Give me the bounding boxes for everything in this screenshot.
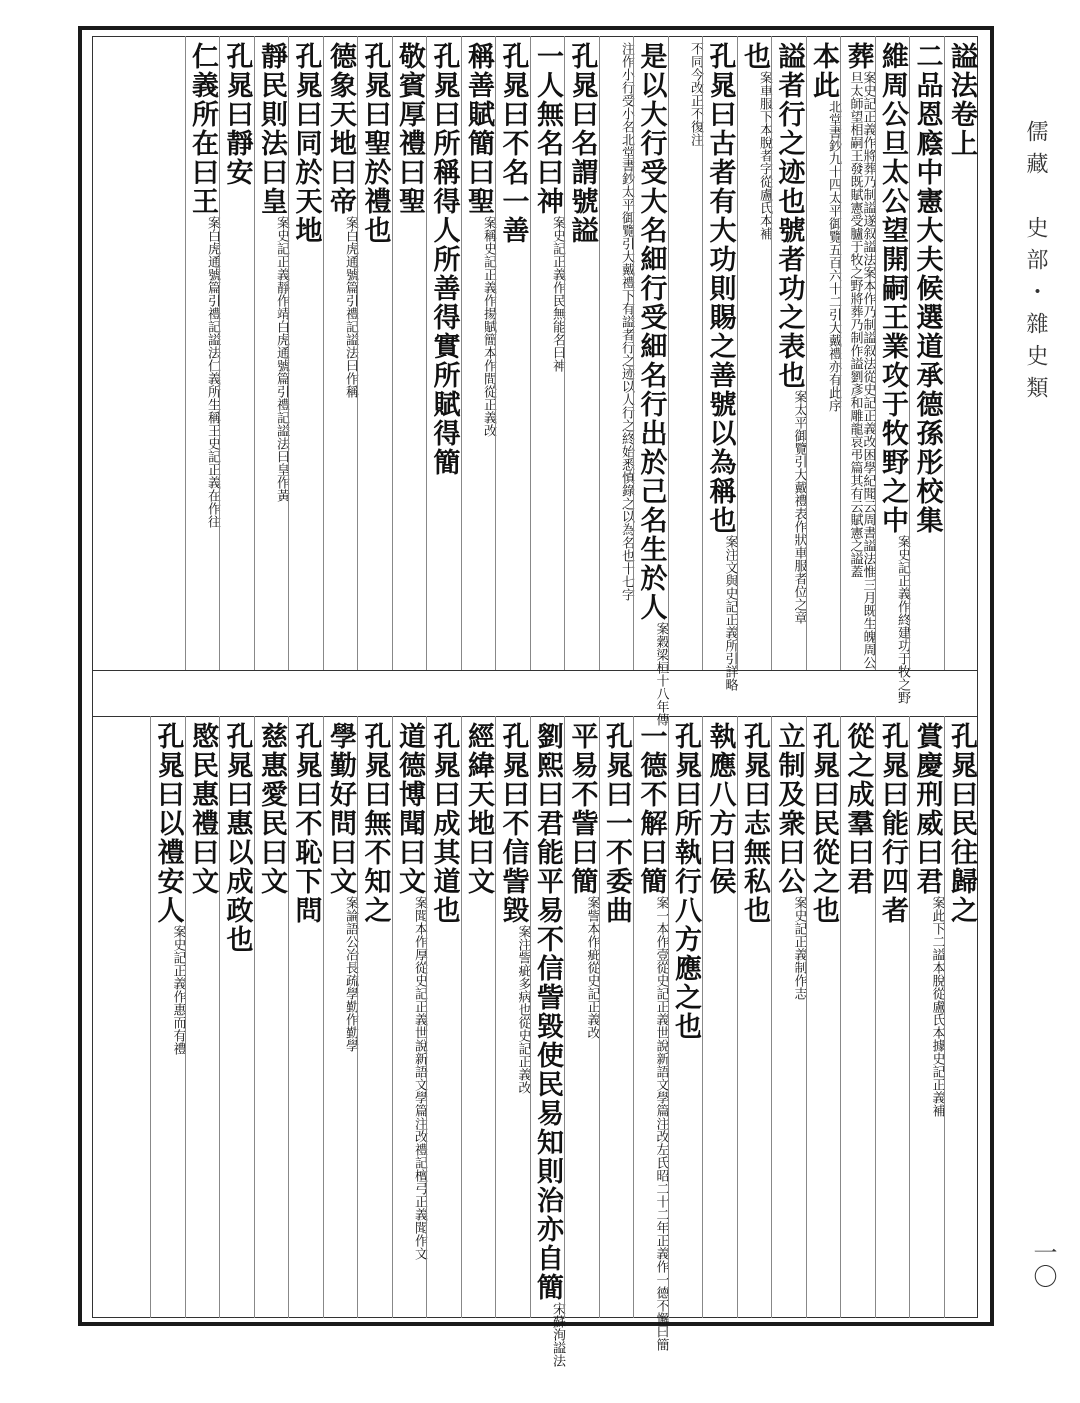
column-text: 本此	[808, 42, 839, 100]
column-text: 道德博聞曰文	[394, 722, 425, 896]
column-text: 孔晁曰成其道也	[428, 722, 460, 925]
lower-text-block	[92, 716, 978, 1367]
text-column	[840, 36, 875, 670]
text-column	[909, 36, 944, 670]
upper-text-block	[92, 36, 978, 726]
column-text: 稱善賦簡曰聖	[463, 42, 494, 216]
column-text: 謚法卷上	[946, 42, 977, 158]
column-annotation: 案注文與史記正義所引詳略	[722, 535, 738, 691]
running-title: 儒藏 史部・雜史類	[1023, 120, 1048, 408]
column-text: 孔晁曰所稱得人所善得實所賦得簡	[428, 42, 460, 477]
text-column	[806, 36, 841, 670]
text-column	[254, 716, 289, 1318]
column-text: 德象天地曰帝	[325, 42, 356, 216]
text-column	[599, 36, 634, 670]
column-text: 謚者行之迹也號者功之表也	[773, 42, 805, 390]
column-annotation: 北堂書鈔九十四太平御覽五百六十二引大戴禮亦有此序	[826, 100, 841, 412]
column-text: 孔晁曰惠以成政也	[221, 722, 253, 954]
column-text: 慈惠愛民曰文	[256, 722, 287, 896]
column-text: 愍民惠禮曰文	[187, 722, 218, 896]
text-column	[633, 716, 669, 1351]
column-text: 維周公旦太公望開嗣王業攻于牧野之中	[877, 42, 908, 535]
column-annotation: 案論語公冶長疏學勤作勤學	[343, 896, 358, 1052]
text-column	[288, 716, 323, 1318]
column-annotation: 注作小行受小名北堂書鈔太平御覽引大戴禮下有謚者行之迹以人行之終始悉慎錄之以為名也十七字	[619, 42, 634, 601]
column-text: 二品恩廕中憲大夫候選道承德孫彤校集	[911, 42, 943, 535]
column-text: 孔晁曰靜安	[221, 42, 253, 187]
column-text: 一人無名曰神	[532, 42, 563, 216]
text-column	[392, 716, 427, 1318]
text-column	[254, 36, 289, 670]
column-text: 學勤好問曰文	[325, 722, 356, 896]
text-column	[495, 716, 530, 1318]
text-column	[944, 36, 979, 670]
column-annotation: 案太平御覽引大戴禮表作狀車服者位之章	[791, 390, 807, 624]
column-text: 孔晁曰能行四者	[877, 722, 908, 925]
column-text: 孔晁曰一不委曲	[601, 722, 632, 925]
column-annotation: 案訾本作疵從史記正義改	[584, 896, 600, 1039]
column-text: 靜民則法曰皇	[256, 42, 287, 216]
column-annotation: 案白虎通號篇引禮記謚法曰作稱	[343, 216, 358, 398]
column-text: 劉熙曰君能平易不信訾毀使民易知則治亦自簡	[532, 722, 563, 1302]
column-text: 孔晁曰以禮安人	[152, 722, 184, 925]
column-text: 葬	[842, 42, 874, 71]
text-column	[737, 716, 772, 1318]
column-annotation: 案史記正義靜作靖白虎通號篇引禮記謚法曰皇作黃	[274, 216, 289, 502]
text-column	[909, 716, 944, 1318]
text-column	[944, 716, 979, 1318]
text-column	[771, 716, 806, 1318]
column-text: 仁義所在曰王	[187, 42, 218, 216]
column-annotation: 案稱史記正義作揚賦簡本作間從正義改	[481, 216, 496, 437]
text-column	[392, 36, 427, 670]
column-text: 孔晁曰不信訾毀	[497, 722, 529, 925]
column-annotation: 案史記正義制作志	[791, 896, 807, 1000]
text-column	[668, 36, 703, 670]
text-column	[875, 716, 910, 1318]
column-annotation: 案一本作壹從史記正義世說新語文學篇注改左氏昭二十二年正義作一德不懈曰簡	[653, 896, 669, 1351]
column-text: 一德不解曰簡	[635, 722, 667, 896]
text-column	[323, 716, 358, 1318]
column-annotation: 案白虎通號篇引禮記謚法仁義所生稱王史記正義在作往	[205, 216, 220, 528]
column-annotation: 案史記正義作惠而有禮	[170, 925, 186, 1055]
text-column	[599, 716, 634, 1318]
text-column	[461, 36, 496, 670]
text-column	[426, 36, 461, 670]
column-annotation: 案史記正義作將葬乃制謚遂叙謚法案本作乃制謚叙法從史記正義改困學紀聞云周書謚法惟三月既生魄周公旦太師望相嗣王發既賦憲受臚于牧之野將葬乃制作謚劉彥和雕龍哀弔篇其有云賦憲之謚蓋	[847, 71, 876, 669]
text-column	[564, 36, 599, 670]
text-column	[185, 716, 220, 1318]
text-column	[702, 36, 738, 691]
column-text: 從之成羣曰君	[842, 722, 874, 896]
column-text: 執應八方曰侯	[704, 722, 736, 896]
text-column	[702, 716, 737, 1318]
column-annotation: 案車服下本脫者字從盧氏本補	[757, 71, 772, 240]
text-column	[219, 36, 254, 670]
column-text: 也	[739, 42, 770, 71]
column-text: 立制及衆曰公	[773, 722, 805, 896]
column-text: 孔晁曰民往歸之	[946, 722, 977, 925]
column-text: 孔晁曰聖於禮也	[359, 42, 391, 245]
text-column	[323, 36, 358, 670]
column-text: 孔晁曰無不知之	[359, 722, 391, 925]
column-text: 敬賓厚禮曰聖	[394, 42, 425, 216]
column-annotation: 不同今改正不復注	[688, 42, 703, 146]
text-column	[426, 716, 461, 1318]
text-column	[495, 36, 530, 670]
column-text: 孔晁曰同於天地	[290, 42, 322, 245]
text-column	[771, 36, 806, 670]
column-text: 賞慶刑威曰君	[911, 722, 943, 896]
page-number: 一〇	[1029, 1240, 1057, 1288]
text-column	[737, 36, 772, 670]
column-text: 平易不訾曰簡	[566, 722, 598, 896]
column-annotation: 案史記正義作民無能名曰神	[550, 216, 565, 372]
text-column	[840, 716, 875, 1318]
column-text: 孔晁曰所執行八方應之也	[670, 722, 701, 1041]
text-column	[185, 36, 220, 670]
text-column	[219, 716, 254, 1318]
text-column	[530, 716, 565, 1367]
column-annotation: 案注訾疵多病也從史記正義改	[515, 925, 531, 1094]
column-text: 孔晁曰民從之也	[808, 722, 839, 925]
text-column	[357, 716, 392, 1318]
column-annotation: 宋蘇洵謚法	[550, 1302, 565, 1367]
column-text: 孔晁曰不名一善	[497, 42, 529, 245]
column-annotation: 案聞本作厚從史記正義世說新語文學篇注改禮記檀弓正義聞作文	[412, 896, 427, 1260]
column-text: 經緯天地曰文	[463, 722, 494, 896]
text-column	[668, 716, 703, 1318]
column-text: 孔晁曰名謂號謚	[566, 42, 598, 245]
text-column	[357, 36, 392, 670]
text-column	[150, 716, 185, 1318]
column-annotation: 案史記正義作終建功于牧之野	[895, 535, 910, 704]
text-column	[875, 36, 910, 704]
text-column	[288, 36, 323, 670]
column-annotation: 案穀梁桓十八年傳	[653, 622, 669, 726]
column-text: 孔晁曰志無私也	[739, 722, 770, 925]
column-text: 孔晁曰不恥下問	[290, 722, 322, 925]
text-column	[461, 716, 496, 1318]
text-column	[564, 716, 599, 1318]
column-text: 是以大行受大名細行受細名行出於己名生於人	[635, 42, 667, 622]
column-annotation: 案此下二謚本脫從盧氏本據史記正義補	[929, 896, 945, 1117]
text-column	[530, 36, 565, 670]
text-column	[806, 716, 841, 1318]
text-column	[633, 36, 669, 726]
column-text: 孔晁曰古者有大功則賜之善號以為稱也	[704, 42, 736, 535]
